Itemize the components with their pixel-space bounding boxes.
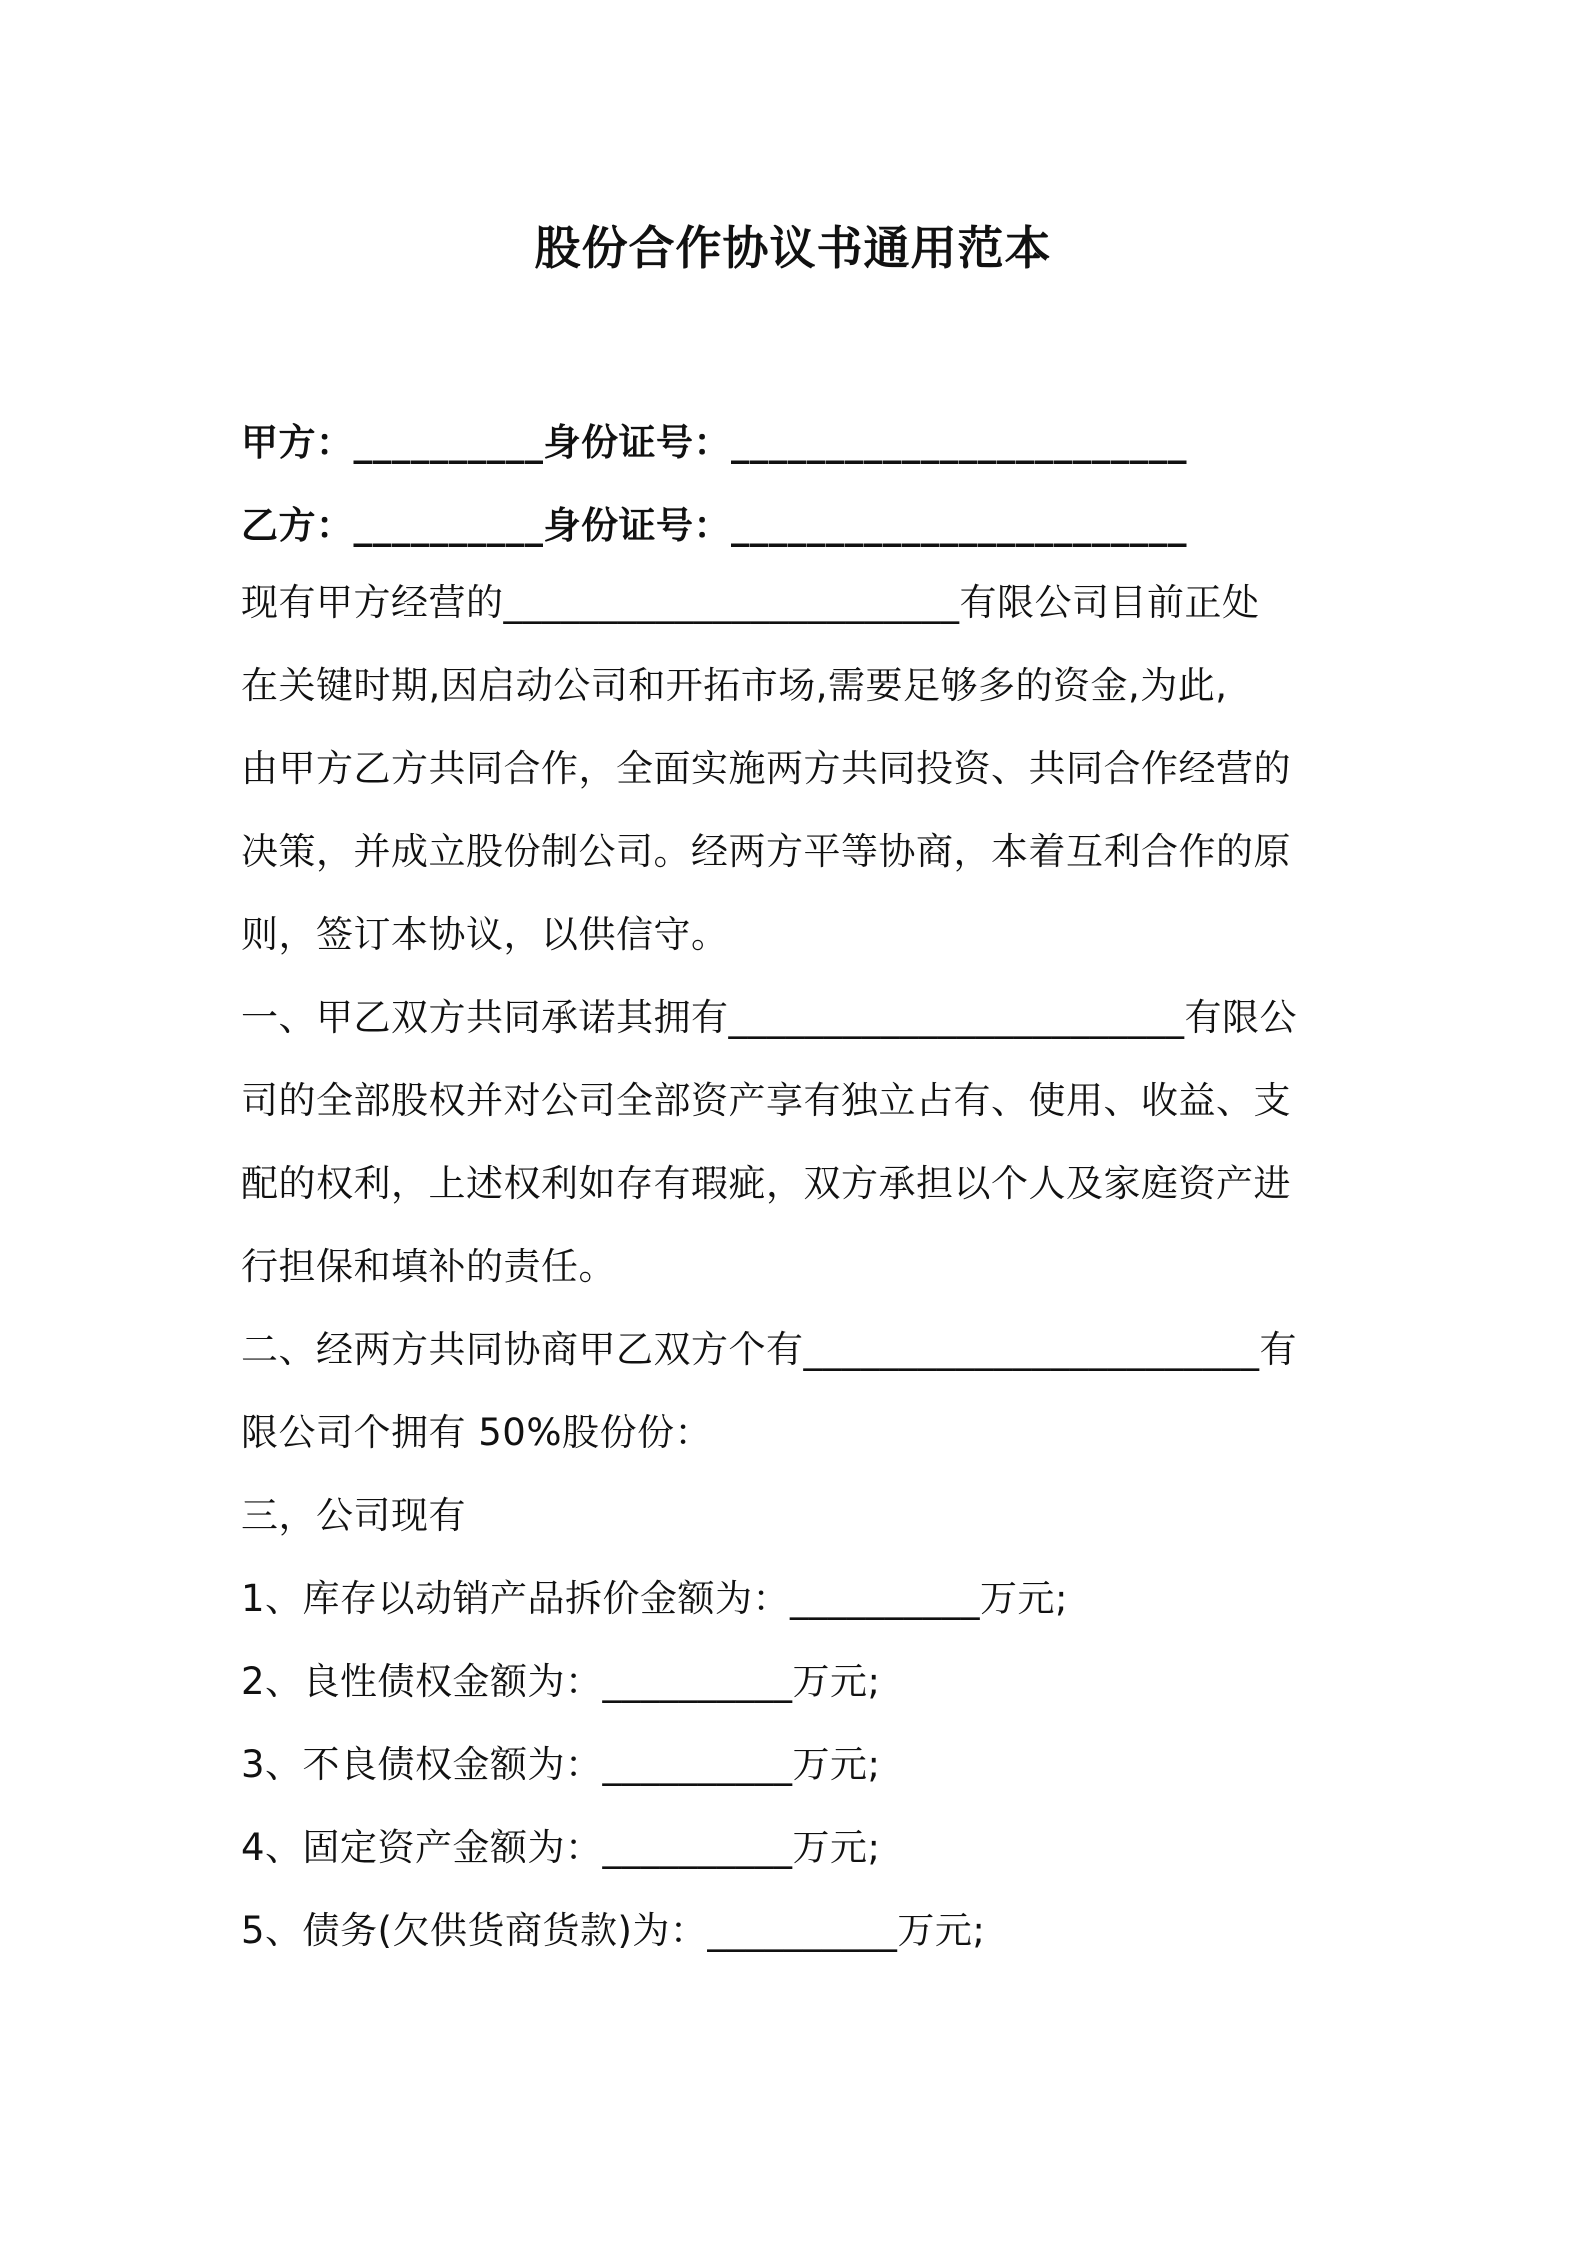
- clause-1-line-1: 一、甲乙双方共同承诺其拥有________________________有限公: [241, 996, 1297, 1039]
- clause-3-heading: 三，公司现有: [241, 1494, 466, 1537]
- intro-line-5: 则，签订本协议，以供信守。: [241, 913, 729, 956]
- clause-3-item-3: 3、不良债权金额为：__________万元;: [241, 1743, 881, 1786]
- clause-3-item-2: 2、良性债权金额为：__________万元;: [241, 1660, 881, 1703]
- intro-line-1: 现有甲方经营的________________________有限公司目前正处: [241, 581, 1260, 624]
- clause-2-line-1: 二、经两方共同协商甲乙双方个有________________________有: [241, 1328, 1297, 1371]
- party-b-line: 乙方：__________身份证号：________________________: [241, 504, 1187, 547]
- intro-line-3: 由甲方乙方共同合作，全面实施两方共同投资、共同合作经营的: [241, 747, 1291, 790]
- intro-line-4: 决策，并成立股份制公司。经两方平等协商，本着互利合作的原: [241, 830, 1291, 873]
- clause-3-item-1: 1、库存以动销产品拆价金额为：__________万元;: [241, 1577, 1069, 1620]
- document-title: 股份合作协议书通用范本: [534, 221, 1052, 275]
- clause-1-line-2: 司的全部股权并对公司全部资产享有独立占有、使用、收益、支: [241, 1079, 1291, 1122]
- intro-line-2: 在关键时期,因启动公司和开拓市场,需要足够多的资金,为此,: [241, 664, 1228, 707]
- clause-3-item-4: 4、固定资产金额为：__________万元;: [241, 1826, 881, 1869]
- clause-3-item-5: 5、债务(欠供货商货款)为：__________万元;: [241, 1909, 986, 1952]
- clause-2-line-2: 限公司个拥有 50%股份份：: [241, 1411, 712, 1454]
- party-a-line: 甲方：__________身份证号：________________________: [241, 421, 1187, 464]
- clause-1-line-4: 行担保和填补的责任。: [241, 1245, 616, 1288]
- clause-1-line-3: 配的权利，上述权利如存有瑕疵，双方承担以个人及家庭资产进: [241, 1162, 1291, 1205]
